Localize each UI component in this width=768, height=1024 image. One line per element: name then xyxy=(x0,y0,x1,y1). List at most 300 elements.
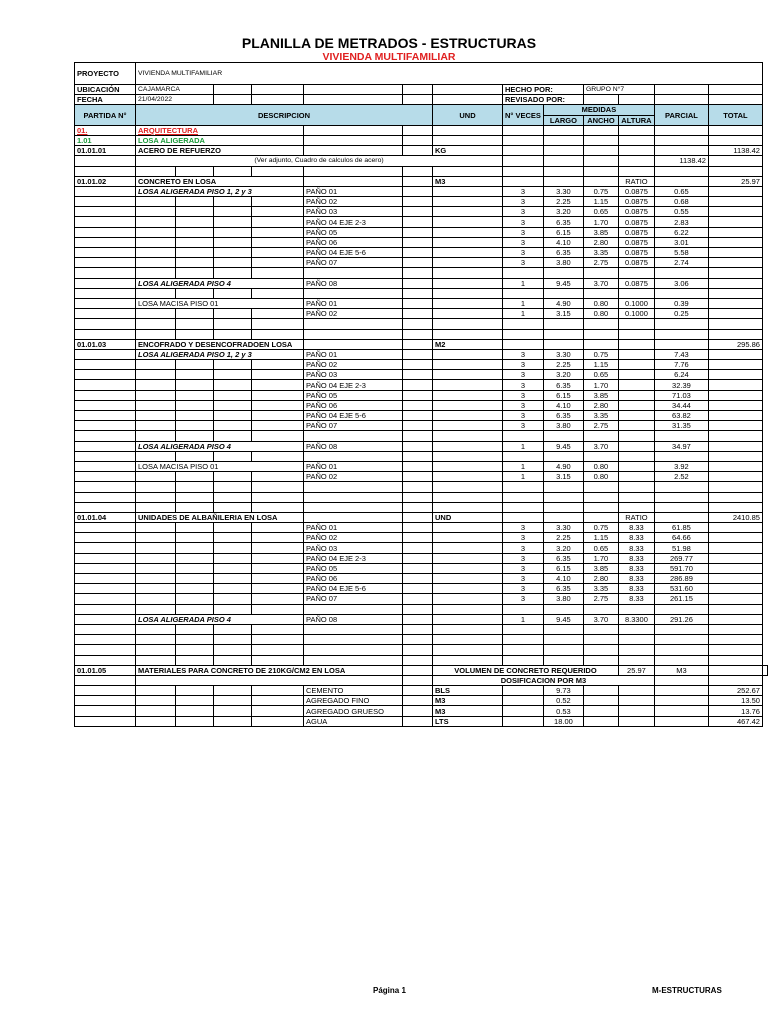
largo-cell xyxy=(543,451,583,461)
footer-page: Página 1 xyxy=(373,986,406,995)
ancho-cell: 3.70 xyxy=(583,441,618,451)
table-row xyxy=(75,135,768,145)
spare-cell xyxy=(403,268,433,278)
desc-cell xyxy=(252,237,304,247)
total-cell xyxy=(708,197,762,207)
pano-cell xyxy=(304,502,403,512)
veces-cell: 3 xyxy=(503,574,544,584)
footer-sheet: M-ESTRUCTURAS xyxy=(652,986,722,995)
desc-cell xyxy=(176,604,214,614)
veces-cell xyxy=(503,635,544,645)
und-cell xyxy=(433,207,503,217)
desc-cell xyxy=(136,472,176,482)
partida-cell xyxy=(75,390,136,400)
und-cell: BLS xyxy=(433,686,503,696)
largo-cell: 4.10 xyxy=(543,400,583,410)
desc-cell xyxy=(176,319,214,329)
veces-cell xyxy=(503,156,544,166)
spare-cell xyxy=(403,258,433,268)
desc-cell xyxy=(176,635,214,645)
total-cell xyxy=(708,472,762,482)
partida-cell xyxy=(75,533,136,543)
und-cell xyxy=(433,655,503,665)
desc-cell xyxy=(214,655,252,665)
pano-cell xyxy=(304,635,403,645)
total-cell xyxy=(708,655,762,665)
desc-cell xyxy=(214,635,252,645)
parcial-cell xyxy=(654,176,708,186)
parcial-cell xyxy=(654,604,708,614)
desc-cell xyxy=(214,319,252,329)
veces-cell: 3 xyxy=(503,411,544,421)
largo-cell: 9.45 xyxy=(543,614,583,624)
table-row xyxy=(75,584,768,594)
partida-cell xyxy=(75,635,136,645)
total-cell xyxy=(708,461,762,471)
total-cell xyxy=(708,278,762,288)
altura-cell xyxy=(618,431,654,441)
ancho-cell: 1.15 xyxy=(583,360,618,370)
largo-cell: 3.80 xyxy=(543,594,583,604)
desc-cell xyxy=(214,624,252,634)
pano-cell: PAÑO 04 EJE 2-3 xyxy=(304,380,403,390)
largo-cell: 4.10 xyxy=(543,237,583,247)
ancho-cell xyxy=(583,716,618,726)
total-cell: 13.50 xyxy=(708,696,762,706)
total-cell xyxy=(708,380,762,390)
spare-cell xyxy=(403,614,433,624)
pano-cell: PAÑO 06 xyxy=(304,574,403,584)
altura-cell xyxy=(618,166,654,176)
ancho-cell xyxy=(583,146,618,156)
pano-cell xyxy=(304,146,403,156)
partida-cell xyxy=(75,278,136,288)
desc-cell xyxy=(176,421,214,431)
desc-cell xyxy=(136,716,176,726)
desc-cell xyxy=(176,248,214,258)
ancho-cell: 0.75 xyxy=(583,523,618,533)
parcial-cell: 34.97 xyxy=(654,441,708,451)
pano-cell xyxy=(304,645,403,655)
desc-cell xyxy=(214,207,252,217)
desc-cell xyxy=(252,563,304,573)
table-row xyxy=(75,563,768,573)
und-cell xyxy=(433,624,503,634)
total-cell xyxy=(708,594,762,604)
desc-cell xyxy=(176,370,214,380)
parcial-cell: 61.85 xyxy=(654,523,708,533)
table-row xyxy=(75,594,768,604)
table-row xyxy=(75,614,768,624)
pano-cell: AGREGADO GRUESO xyxy=(304,706,403,716)
altura-cell xyxy=(618,451,654,461)
table-row xyxy=(75,543,768,553)
ancho-cell xyxy=(583,135,618,145)
altura-cell: 0.0875 xyxy=(618,217,654,227)
veces-cell: 1 xyxy=(503,278,544,288)
header-medidas: MEDIDAS xyxy=(543,105,654,115)
desc-cell xyxy=(136,574,176,584)
partida-cell xyxy=(75,594,136,604)
altura-cell xyxy=(618,400,654,410)
veces-cell: 3 xyxy=(503,523,544,533)
ubicacion-value: CAJAMARCA xyxy=(136,85,214,95)
largo-cell: 6.35 xyxy=(543,248,583,258)
largo-cell xyxy=(543,166,583,176)
largo-cell xyxy=(543,125,583,135)
partida-cell xyxy=(75,686,136,696)
total-cell xyxy=(708,624,762,634)
total-cell xyxy=(708,421,762,431)
desc-cell xyxy=(252,166,304,176)
ancho-cell: 0.65 xyxy=(583,370,618,380)
table-row xyxy=(75,288,768,298)
desc-cell xyxy=(214,248,252,258)
table-row xyxy=(75,309,768,319)
desc-cell: LOSA ALIGERADA xyxy=(136,135,304,145)
table-row xyxy=(75,655,768,665)
parcial-cell xyxy=(708,665,762,675)
und-cell xyxy=(433,502,503,512)
desc-cell xyxy=(214,451,252,461)
subgroup-cell: LOSA MACISA PISO 01 xyxy=(136,461,304,471)
total-cell xyxy=(708,482,762,492)
desc-cell xyxy=(136,380,176,390)
partida-cell xyxy=(75,370,136,380)
total-cell xyxy=(708,207,762,217)
desc-cell xyxy=(176,563,214,573)
spare-cell xyxy=(403,400,433,410)
parcial-cell xyxy=(654,512,708,522)
desc-cell xyxy=(214,400,252,410)
largo-cell: 3.15 xyxy=(543,472,583,482)
largo-cell: 3.20 xyxy=(543,207,583,217)
altura-cell xyxy=(618,441,654,451)
altura-cell xyxy=(618,380,654,390)
ancho-cell: 3.35 xyxy=(583,411,618,421)
total-cell xyxy=(708,248,762,258)
pano-cell: PAÑO 04 EJE 2-3 xyxy=(304,553,403,563)
desc-cell xyxy=(252,421,304,431)
desc-cell xyxy=(136,217,176,227)
largo-cell: 6.35 xyxy=(543,411,583,421)
table-row xyxy=(75,400,768,410)
header-partida: PARTIDA N° xyxy=(75,105,136,125)
altura-cell: 0.0875 xyxy=(618,237,654,247)
veces-cell: 1 xyxy=(503,441,544,451)
total-cell xyxy=(708,309,762,319)
ancho-cell: 3.35 xyxy=(583,584,618,594)
desc-cell xyxy=(136,258,176,268)
desc-cell xyxy=(136,197,176,207)
desc-cell xyxy=(176,390,214,400)
parcial-cell: 3.92 xyxy=(654,461,708,471)
spare-cell xyxy=(403,146,433,156)
table-row xyxy=(75,461,768,471)
altura-cell xyxy=(618,635,654,645)
pano-cell xyxy=(304,512,403,522)
partida-cell xyxy=(75,604,136,614)
desc-cell: MATERIALES PARA CONCRETO DE 210KG/CM2 EN LOSA xyxy=(136,665,403,675)
largo-cell: 9.45 xyxy=(543,441,583,451)
partida-cell xyxy=(75,716,136,726)
desc-cell xyxy=(136,309,176,319)
total-cell xyxy=(708,431,762,441)
desc-cell xyxy=(214,563,252,573)
table-row xyxy=(75,645,768,655)
ancho-cell xyxy=(583,624,618,634)
und-cell xyxy=(433,380,503,390)
table-row xyxy=(75,706,768,716)
pano-cell: PAÑO 02 xyxy=(304,533,403,543)
veces-cell xyxy=(503,716,544,726)
table-row xyxy=(75,472,768,482)
ancho-cell: 1.70 xyxy=(583,380,618,390)
parcial-cell: 531.60 xyxy=(654,584,708,594)
altura-cell xyxy=(618,492,654,502)
ancho-cell xyxy=(583,268,618,278)
total-cell xyxy=(708,237,762,247)
partida-cell xyxy=(75,431,136,441)
table-row xyxy=(75,380,768,390)
desc-cell xyxy=(136,675,403,685)
pano-cell xyxy=(304,492,403,502)
partida-cell xyxy=(75,400,136,410)
spare-cell xyxy=(403,604,433,614)
partida-cell xyxy=(75,268,136,278)
veces-cell: 3 xyxy=(503,594,544,604)
desc-cell xyxy=(214,502,252,512)
spare-cell xyxy=(403,380,433,390)
parcial-cell xyxy=(654,125,708,135)
veces-cell xyxy=(503,492,544,502)
partida-cell xyxy=(75,166,136,176)
table-row xyxy=(75,156,768,166)
altura-cell xyxy=(618,125,654,135)
total-cell xyxy=(708,584,762,594)
largo-cell: 2.25 xyxy=(543,197,583,207)
largo-cell xyxy=(543,482,583,492)
hecho-value: GRUPO N°7 xyxy=(583,85,654,95)
veces-cell xyxy=(503,624,544,634)
veces-cell xyxy=(503,166,544,176)
desc-cell xyxy=(252,309,304,319)
altura-cell: 8.33 xyxy=(618,584,654,594)
parcial-cell xyxy=(654,135,708,145)
spare-cell xyxy=(403,492,433,502)
ancho-cell: 0.75 xyxy=(583,186,618,196)
ancho-cell: 0.80 xyxy=(583,472,618,482)
metrados-table xyxy=(74,62,768,727)
parcial-cell: 261.15 xyxy=(654,594,708,604)
pano-cell: PAÑO 01 xyxy=(304,461,403,471)
altura-cell xyxy=(618,624,654,634)
partida-cell xyxy=(75,380,136,390)
parcial-cell xyxy=(654,339,708,349)
largo-cell xyxy=(543,512,583,522)
largo-cell: 4.90 xyxy=(543,298,583,308)
partida-cell xyxy=(75,472,136,482)
desc-cell xyxy=(176,472,214,482)
total-cell xyxy=(708,217,762,227)
desc-cell xyxy=(252,227,304,237)
pano-cell: PAÑO 08 xyxy=(304,278,403,288)
desc-cell xyxy=(176,207,214,217)
largo-cell xyxy=(543,319,583,329)
largo-cell: 4.10 xyxy=(543,574,583,584)
pano-cell: PAÑO 02 xyxy=(304,197,403,207)
desc-cell xyxy=(214,686,252,696)
desc-cell xyxy=(136,431,176,441)
largo-cell: 9.73 xyxy=(543,686,583,696)
desc-cell xyxy=(136,655,176,665)
desc-cell xyxy=(176,288,214,298)
altura-cell xyxy=(618,604,654,614)
table-row xyxy=(75,665,768,675)
desc-cell xyxy=(252,523,304,533)
table-row xyxy=(75,411,768,421)
desc-cell xyxy=(252,574,304,584)
table-row xyxy=(75,686,768,696)
pano-cell: PAÑO 01 xyxy=(304,523,403,533)
desc-cell xyxy=(214,390,252,400)
note-cell: (Ver adjunto, Cuadro de calculos de acero) xyxy=(136,156,503,166)
veces-cell: 3 xyxy=(503,186,544,196)
desc-cell xyxy=(176,645,214,655)
total-cell xyxy=(708,645,762,655)
und-cell xyxy=(433,431,503,441)
ancho-cell: 0.65 xyxy=(583,207,618,217)
parcial-cell: 591.70 xyxy=(654,563,708,573)
altura-cell: 8.33 xyxy=(618,533,654,543)
total-cell xyxy=(708,349,762,359)
total-cell xyxy=(708,400,762,410)
desc-cell xyxy=(136,411,176,421)
pano-cell: PAÑO 05 xyxy=(304,390,403,400)
parcial-cell: 34.44 xyxy=(654,400,708,410)
spare-cell xyxy=(403,686,433,696)
largo-cell: 3.30 xyxy=(543,186,583,196)
desc-cell xyxy=(214,166,252,176)
spare-cell xyxy=(403,411,433,421)
spare-cell xyxy=(403,563,433,573)
desc-cell xyxy=(214,645,252,655)
und-cell xyxy=(433,186,503,196)
altura-cell: 8.33 xyxy=(618,563,654,573)
partida-cell xyxy=(75,614,136,624)
pano-cell: PAÑO 07 xyxy=(304,258,403,268)
desc-cell xyxy=(176,482,214,492)
parcial-cell: 6.22 xyxy=(654,227,708,237)
total-cell xyxy=(708,563,762,573)
total-cell: 2410.85 xyxy=(708,512,762,522)
und-cell xyxy=(433,574,503,584)
largo-cell xyxy=(543,492,583,502)
pano-cell xyxy=(304,655,403,665)
table-row xyxy=(75,268,768,278)
desc-cell xyxy=(136,166,176,176)
desc-cell xyxy=(176,451,214,461)
desc-cell xyxy=(136,624,176,634)
total-cell xyxy=(708,390,762,400)
und-cell xyxy=(433,217,503,227)
desc-cell xyxy=(252,543,304,553)
und-cell: M3 xyxy=(433,176,503,186)
altura-cell xyxy=(618,696,654,706)
und-cell xyxy=(433,288,503,298)
altura-cell xyxy=(618,146,654,156)
und-cell xyxy=(433,309,503,319)
header-veces: N° VECES xyxy=(503,105,544,125)
parcial-cell: 1138.42 xyxy=(654,156,708,166)
largo-cell: 3.30 xyxy=(543,523,583,533)
spare-cell xyxy=(403,349,433,359)
altura-cell xyxy=(618,360,654,370)
und-cell xyxy=(433,492,503,502)
parcial-cell xyxy=(654,146,708,156)
total-cell xyxy=(708,125,762,135)
desc-cell xyxy=(214,533,252,543)
ancho-cell: 3.35 xyxy=(583,248,618,258)
pano-cell xyxy=(304,604,403,614)
desc-cell xyxy=(176,309,214,319)
veces-cell xyxy=(503,339,544,349)
desc-cell xyxy=(214,706,252,716)
partida-cell xyxy=(75,411,136,421)
desc-cell xyxy=(136,370,176,380)
pano-cell xyxy=(304,624,403,634)
partida-cell xyxy=(75,309,136,319)
altura-cell xyxy=(618,655,654,665)
desc-cell xyxy=(136,584,176,594)
und-cell xyxy=(433,135,503,145)
ancho-cell xyxy=(583,319,618,329)
und-cell xyxy=(433,227,503,237)
partida-cell xyxy=(75,624,136,634)
desc-cell xyxy=(214,237,252,247)
parcial-cell: 71.03 xyxy=(654,390,708,400)
table-row xyxy=(75,298,768,308)
und-cell: M3 xyxy=(433,696,503,706)
spare-cell xyxy=(403,227,433,237)
header-descripcion: DESCRIPCION xyxy=(136,105,433,125)
largo-cell: 3.20 xyxy=(543,370,583,380)
veces-cell: 1 xyxy=(503,309,544,319)
largo-cell: 6.15 xyxy=(543,563,583,573)
desc-cell xyxy=(214,217,252,227)
altura-cell xyxy=(618,645,654,655)
partida-cell xyxy=(75,482,136,492)
parcial-cell: 5.58 xyxy=(654,248,708,258)
table-row xyxy=(75,441,768,451)
altura-cell: 0.0875 xyxy=(618,197,654,207)
total-cell xyxy=(708,543,762,553)
spare-cell xyxy=(403,502,433,512)
und-cell xyxy=(433,543,503,553)
ancho-cell: 1.70 xyxy=(583,553,618,563)
und-cell: UND xyxy=(433,512,503,522)
table-row xyxy=(75,319,768,329)
desc-cell xyxy=(176,594,214,604)
largo-cell xyxy=(543,268,583,278)
total-cell xyxy=(708,319,762,329)
ancho-cell: 2.75 xyxy=(583,258,618,268)
ancho-cell xyxy=(583,125,618,135)
altura-cell xyxy=(618,349,654,359)
desc-cell xyxy=(214,288,252,298)
und-cell xyxy=(433,645,503,655)
fecha-label: FECHA xyxy=(75,95,136,105)
